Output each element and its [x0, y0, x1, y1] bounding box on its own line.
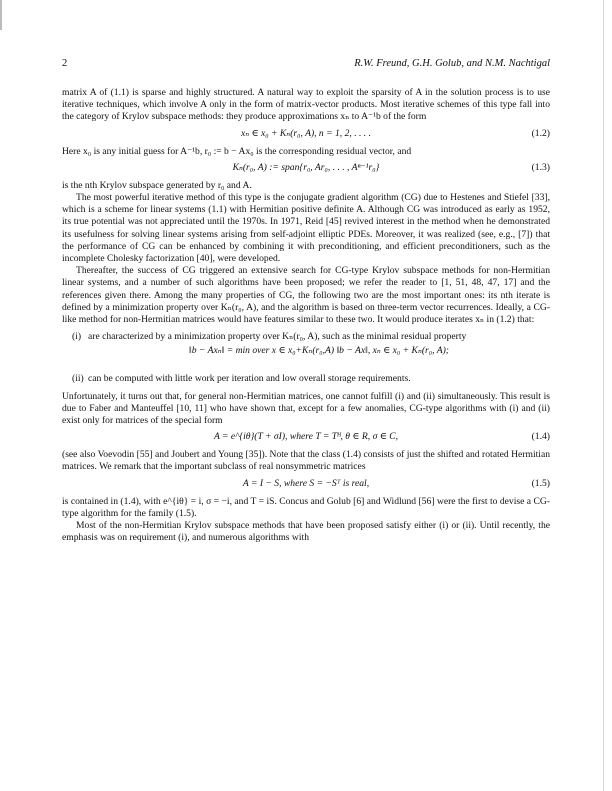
- list-marker-i: (i): [72, 331, 82, 343]
- paragraph-3: is the nth Krylov subspace generated by r₀ and A.: [62, 179, 252, 191]
- scan-edge-mark: [0, 0, 2, 30]
- paragraph-5: Thereafter, the success of CG triggered an extensive search for CG-type Krylov subspace methods for non-Hermitian linear systems, and a number of such algorithms have been proposed; we refer the reader to [1, 51, 48, 47, 17] and the references given there. Among the many properties of CG, the following two are the most important ones: its nth iterate is defined by a minimization property over Kₙ(r₀, A), and the algorithm is based on three-term vector recurrences. Ideally, a CG-like method for non-Hermitian matrices would have features similar to these two. It would produce iterates xₙ in (1.2) that:: [62, 265, 550, 326]
- requirements-list: [62, 331, 550, 385]
- equation-1-3-text: Kₙ(r₀, A) := span{r₀, Ar₀, . . . , Aⁿ⁻¹r₀}: [232, 161, 380, 173]
- paragraph-8: is contained in (1.4), with e^{iθ} = i, σ = −i, and T = iS. Concus and Golub [6] and Widlund [56] were the first to devise a CG-type algorithm for the family (1.5).: [62, 495, 550, 519]
- scan-right-edge: [599, 0, 604, 791]
- body-text: [62, 87, 550, 544]
- paragraph-9: Most of the non-Hermitian Krylov subspace methods that have been proposed satisfy either (i) or (ii). Until recently, the emphasis was on requirement (i), and numerous algorithms with: [62, 520, 550, 544]
- equation-1-4-label: (1.4): [531, 431, 550, 443]
- equation-1-2: [62, 128, 550, 143]
- list-item-i-text: are characterized by a minimization property over Kₙ(r₀, A), such as the minimal residual property: [88, 331, 467, 343]
- minimal-residual-equation: ‖b − Axₙ‖ = min over x ∈ x₀+Kₙ(r₀,A) ‖b − Ax‖, xₙ ∈ x₀ + Kₙ(r₀, A);: [189, 345, 449, 357]
- equation-1-2-text: xₙ ∈ x₀ + Kₙ(r₀, A), n = 1, 2, . . . .: [241, 127, 371, 139]
- equation-1-4-text: A = e^{iθ}(T + σI), where T = Tᴴ, θ ∈ R, σ ∈ C,: [213, 431, 399, 443]
- paragraph-2: Here x₀ is any initial guess for A⁻¹b, r₀ := b − Ax₀ is the corresponding residual vector, and: [62, 145, 412, 157]
- paragraph-1: matrix A of (1.1) is sparse and highly structured. A natural way to exploit the sparsity of A in the solution process is to use iterative techniques, which involve A only in the form of matrix-vector products. Most iterative schemes of this type fall into the category of Krylov subspace methods: they produce approximations xₙ to A⁻¹b of the form: [62, 87, 550, 123]
- paragraph-6: Unfortunately, it turns out that, for general non-Hermitian matrices, one cannot fulfill (i) and (ii) simultaneously. This result is due to Faber and Manteuffel [10, 11] who have shown that, except for a few anomalies, CG-type algorithms with (i) and (ii) exist only for matrices of the special form: [62, 390, 550, 427]
- equation-1-3-label: (1.3): [531, 161, 550, 173]
- equation-1-5: [62, 478, 550, 493]
- list-item-ii-text: can be computed with little work per iteration and low overall storage requirements.: [88, 373, 411, 385]
- equation-1-4: [62, 431, 550, 446]
- running-header: [62, 58, 550, 72]
- paragraph-4: The most powerful iterative method of this type is the conjugate gradient algorithm (CG) due to Hestenes and Stiefel [33], which is a scheme for linear systems (1.1) with Hermitian positive definite A. Although CG was introduced as early as 1952, its true potential was not appreciated until the 1970s. In 1971, Reid [45] revived interest in the method when he demonstrated its usefulness for solving linear systems arising from self-adjoint elliptic PDEs. Moreover, it was realized (see, e.g., [7]) that the performance of CG can be enhanced by combining it with preconditioning, and efficient preconditioners, such as the incomplete Cholesky factorization [40], were developed.: [62, 192, 550, 265]
- list-item-i: [62, 331, 550, 343]
- running-authors: R.W. Freund, G.H. Golub, and N.M. Nachtigal: [354, 58, 550, 69]
- paragraph-7: (see also Voevodin [55] and Joubert and Young [35]). Note that the class (1.4) consists of just the shifted and rotated Hermitian matrices. We remark that the important subclass of real nonsymmetric matrices: [62, 449, 550, 473]
- equation-1-3: [62, 162, 550, 177]
- equation-1-5-text: A = I − S, where S = −Sᵀ is real,: [242, 477, 370, 489]
- equation-1-5-label: (1.5): [531, 477, 550, 489]
- equation-1-2-label: (1.2): [531, 127, 550, 139]
- list-marker-ii: (ii): [72, 373, 84, 385]
- page-number: 2: [62, 58, 68, 69]
- list-item-ii: [62, 373, 550, 385]
